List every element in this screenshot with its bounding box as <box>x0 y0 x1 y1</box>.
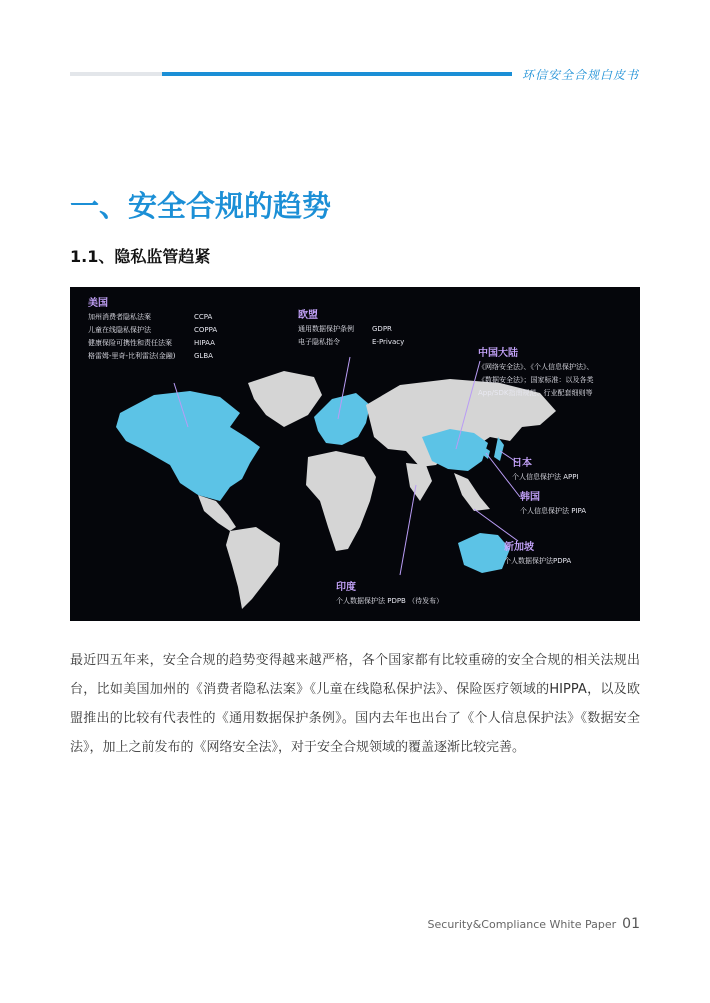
land-india <box>406 463 432 501</box>
subsection-title: 1.1、隐私监管趋紧 <box>70 247 211 266</box>
land-africa <box>306 451 376 551</box>
region-korea: 韩国 <box>520 492 540 503</box>
usa-abbr-1: CCPA <box>194 313 213 321</box>
leader-india <box>400 485 416 575</box>
annotation-china <box>478 347 594 400</box>
eu-law-2: 电子隐私指令 <box>298 338 340 346</box>
india-law: 个人数据保护法 PDPB （待发布） <box>336 597 444 605</box>
annotation-singapore <box>504 541 571 568</box>
china-line-3: App/SDK指南规范、行业配套细则等 <box>478 389 593 397</box>
annotation-korea <box>520 491 586 518</box>
region-japan: 日本 <box>512 458 532 469</box>
japan-law: 个人信息保护法 APPI <box>512 473 579 481</box>
usa-law-1: 加州消费者隐私法案 <box>88 313 151 321</box>
singapore-law: 个人数据保护法PDPA <box>504 557 572 565</box>
korea-law: 个人信息保护法 PIPA <box>520 507 587 515</box>
china-line-1: 《网络安全法》、《个人信息保护法》、 <box>478 363 594 371</box>
region-india: 印度 <box>336 582 356 593</box>
eu-abbr-1: GDPR <box>372 325 392 333</box>
usa-law-2: 儿童在线隐私保护法 <box>88 326 151 334</box>
header-title: 环信安全合规白皮书 <box>522 68 640 82</box>
annotation-eu <box>298 309 404 349</box>
annotation-india <box>336 581 443 608</box>
region-singapore: 新加坡 <box>504 542 534 553</box>
header-rule-gray <box>70 72 170 76</box>
body-paragraph: 最近四五年来，安全合规的趋势变得越来越严格，各个国家都有比较重磅的安全合规的相关法规出台，比如美国加州的《消费者隐私法案》《儿童在线隐私保护法》、保险医疗领域的HIPPA，以及欧盟推出的比较有代表性的《通用数据保护条例》。国内去年也出台了《个人信息保护法》《数据安全法》，加上之前发布的《网络安全法》，对于安全合规领域的覆盖逐渐比较完善。 <box>70 653 640 755</box>
land-greenland <box>248 371 322 427</box>
eu-abbr-2: E-Privacy <box>372 338 405 346</box>
china-line-2: 《数据安全法》；国家标准：以及各类 <box>478 376 594 384</box>
annotation-usa <box>88 297 217 363</box>
footer <box>428 916 640 932</box>
header-rule-blue <box>162 72 512 76</box>
usa-abbr-3: HIPAA <box>194 339 215 347</box>
eu-law-1: 通用数据保护条例 <box>298 325 354 333</box>
footer-text: Security&Compliance White Paper <box>427 918 617 931</box>
usa-law-3: 健康保险可携性和责任法案 <box>88 339 172 347</box>
region-eu: 欧盟 <box>298 310 318 321</box>
usa-law-4: 格雷姆-里奇-比利雷法(金融) <box>88 352 176 360</box>
annotation-japan <box>512 457 579 484</box>
page-number: 01 <box>622 916 640 932</box>
land-japan <box>494 437 504 461</box>
land-north-america <box>116 391 260 501</box>
land-central-america <box>198 495 236 531</box>
section-title: 一、安全合规的趋势 <box>70 189 332 223</box>
region-china: 中国大陆 <box>478 348 518 359</box>
land-australia <box>458 533 510 573</box>
region-usa: 美国 <box>88 298 108 309</box>
land-south-america <box>226 527 280 609</box>
usa-abbr-2: COPPA <box>194 326 218 334</box>
world-regulation-map <box>70 287 640 621</box>
usa-abbr-4: GLBA <box>194 352 213 360</box>
land-southeast-asia <box>454 473 490 511</box>
